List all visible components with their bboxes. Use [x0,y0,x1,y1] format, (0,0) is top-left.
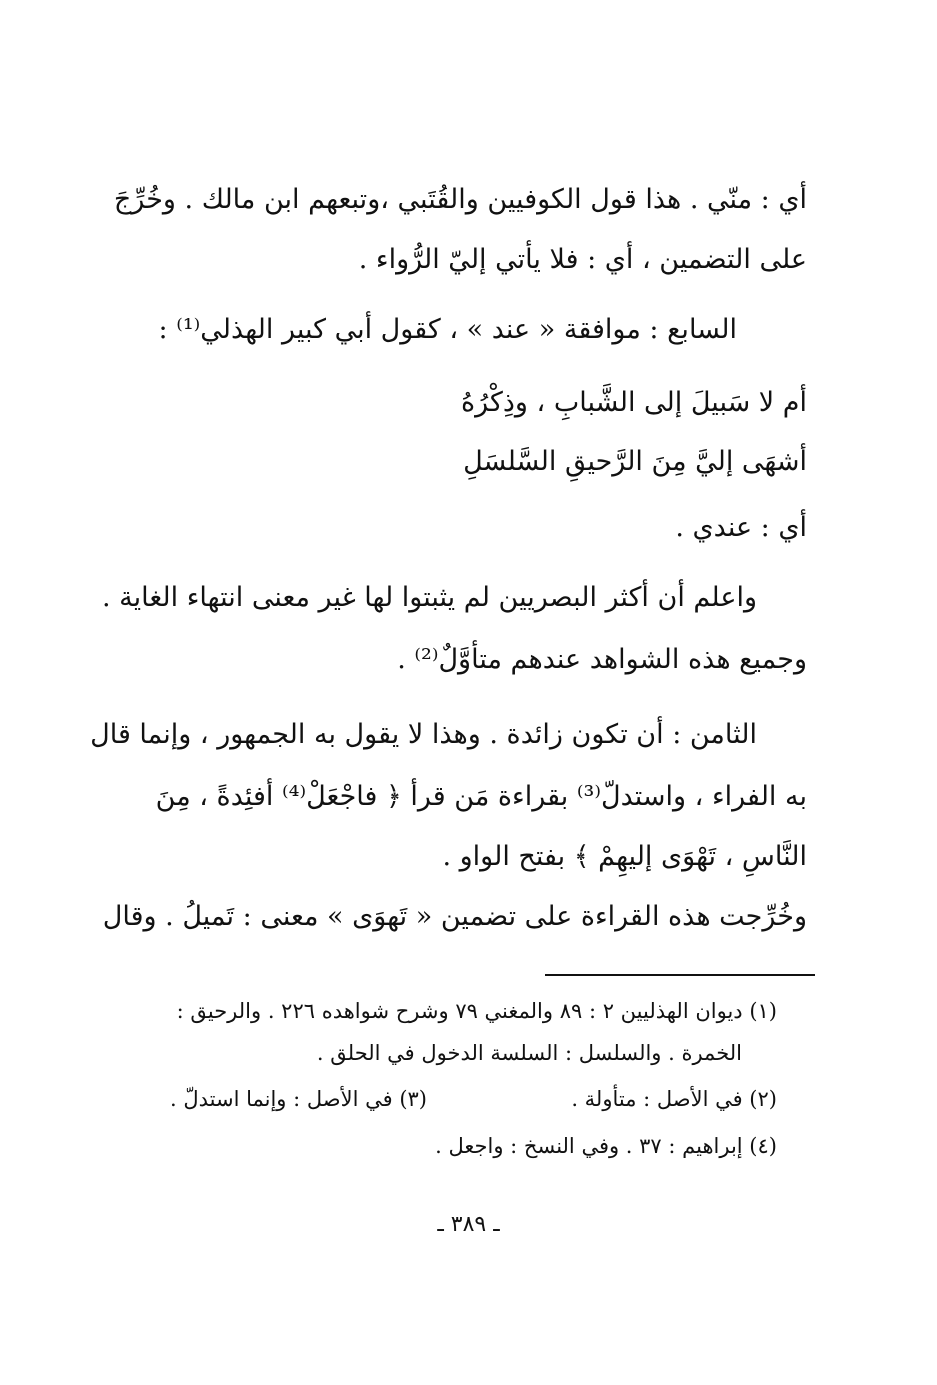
text-line-1: أي : منّي . هذا قول الكوفيين والقُتَبي ،وتبعهم ابن مالك . وخُرِّجَ [113,184,807,215]
text-line-6: به الفراء ، واستدلّ⁽³⁾ بقراءة مَن قرأ ﴿ فاجْعَلْ⁽⁴⁾ أفئِدةً ، مِنَ [155,781,807,812]
text-line-5: وجميع هذه الشواهد عندهم متأوَّلٌ⁽²⁾ . [397,644,807,675]
verse-line-2: أشهَى إليَّ مِنَ الرَّحيقِ السَّلسَلِ [463,446,807,477]
page-number: ـ ٣٨٩ ـ [437,1212,500,1237]
text-line-4: واعلم أن أكثر البصريين لم يثبتوا لها غير معنى انتهاء الغاية . [102,582,757,613]
footnote-4: (٤) إبراهيم : ٣٧ . وفي النسخ : واجعل . [435,1134,777,1158]
footnote-1-continuation: الخمرة . والسلسل : السلسة الدخول في الحلق . [316,1041,742,1065]
footnote-separator [545,974,815,976]
section-seventh-heading: السابع : موافقة « عند » ، كقول أبي كبير الهذلي⁽¹⁾ : [158,314,737,345]
footnote-1: (١) ديوان الهذليين ٢ : ٨٩ والمغني ٧٩ وشرح شواهده ٢٢٦ . والرحيق : [176,999,777,1023]
text-line-2: على التضمين ، أي : فلا يأتي إليّ الرُّواء . [358,244,807,275]
section-eighth-heading: الثامن : أن تكون زائدة . وهذا لا يقول به الجمهور ، وإنما قال [90,719,757,750]
footnote-3: (٣) في الأصل : وإنما استدلّ . [170,1087,427,1111]
footnote-2: (٢) في الأصل : متأولة . [571,1087,777,1111]
text-line-7: النَّاسِ ، تَهْوَى إليهِمْ ﴾ بفتح الواو . [442,841,807,872]
text-line-8: وخُرِّجت هذه القراءة على تضمين « تَهوَى » معنى : تَميلُ . وقال [102,901,807,932]
text-line-3: أي : عندي . [675,512,807,543]
verse-line-1: أم لا سَبيلَ إلى الشَّبابِ ، وذِكْرُهُ [461,387,807,418]
